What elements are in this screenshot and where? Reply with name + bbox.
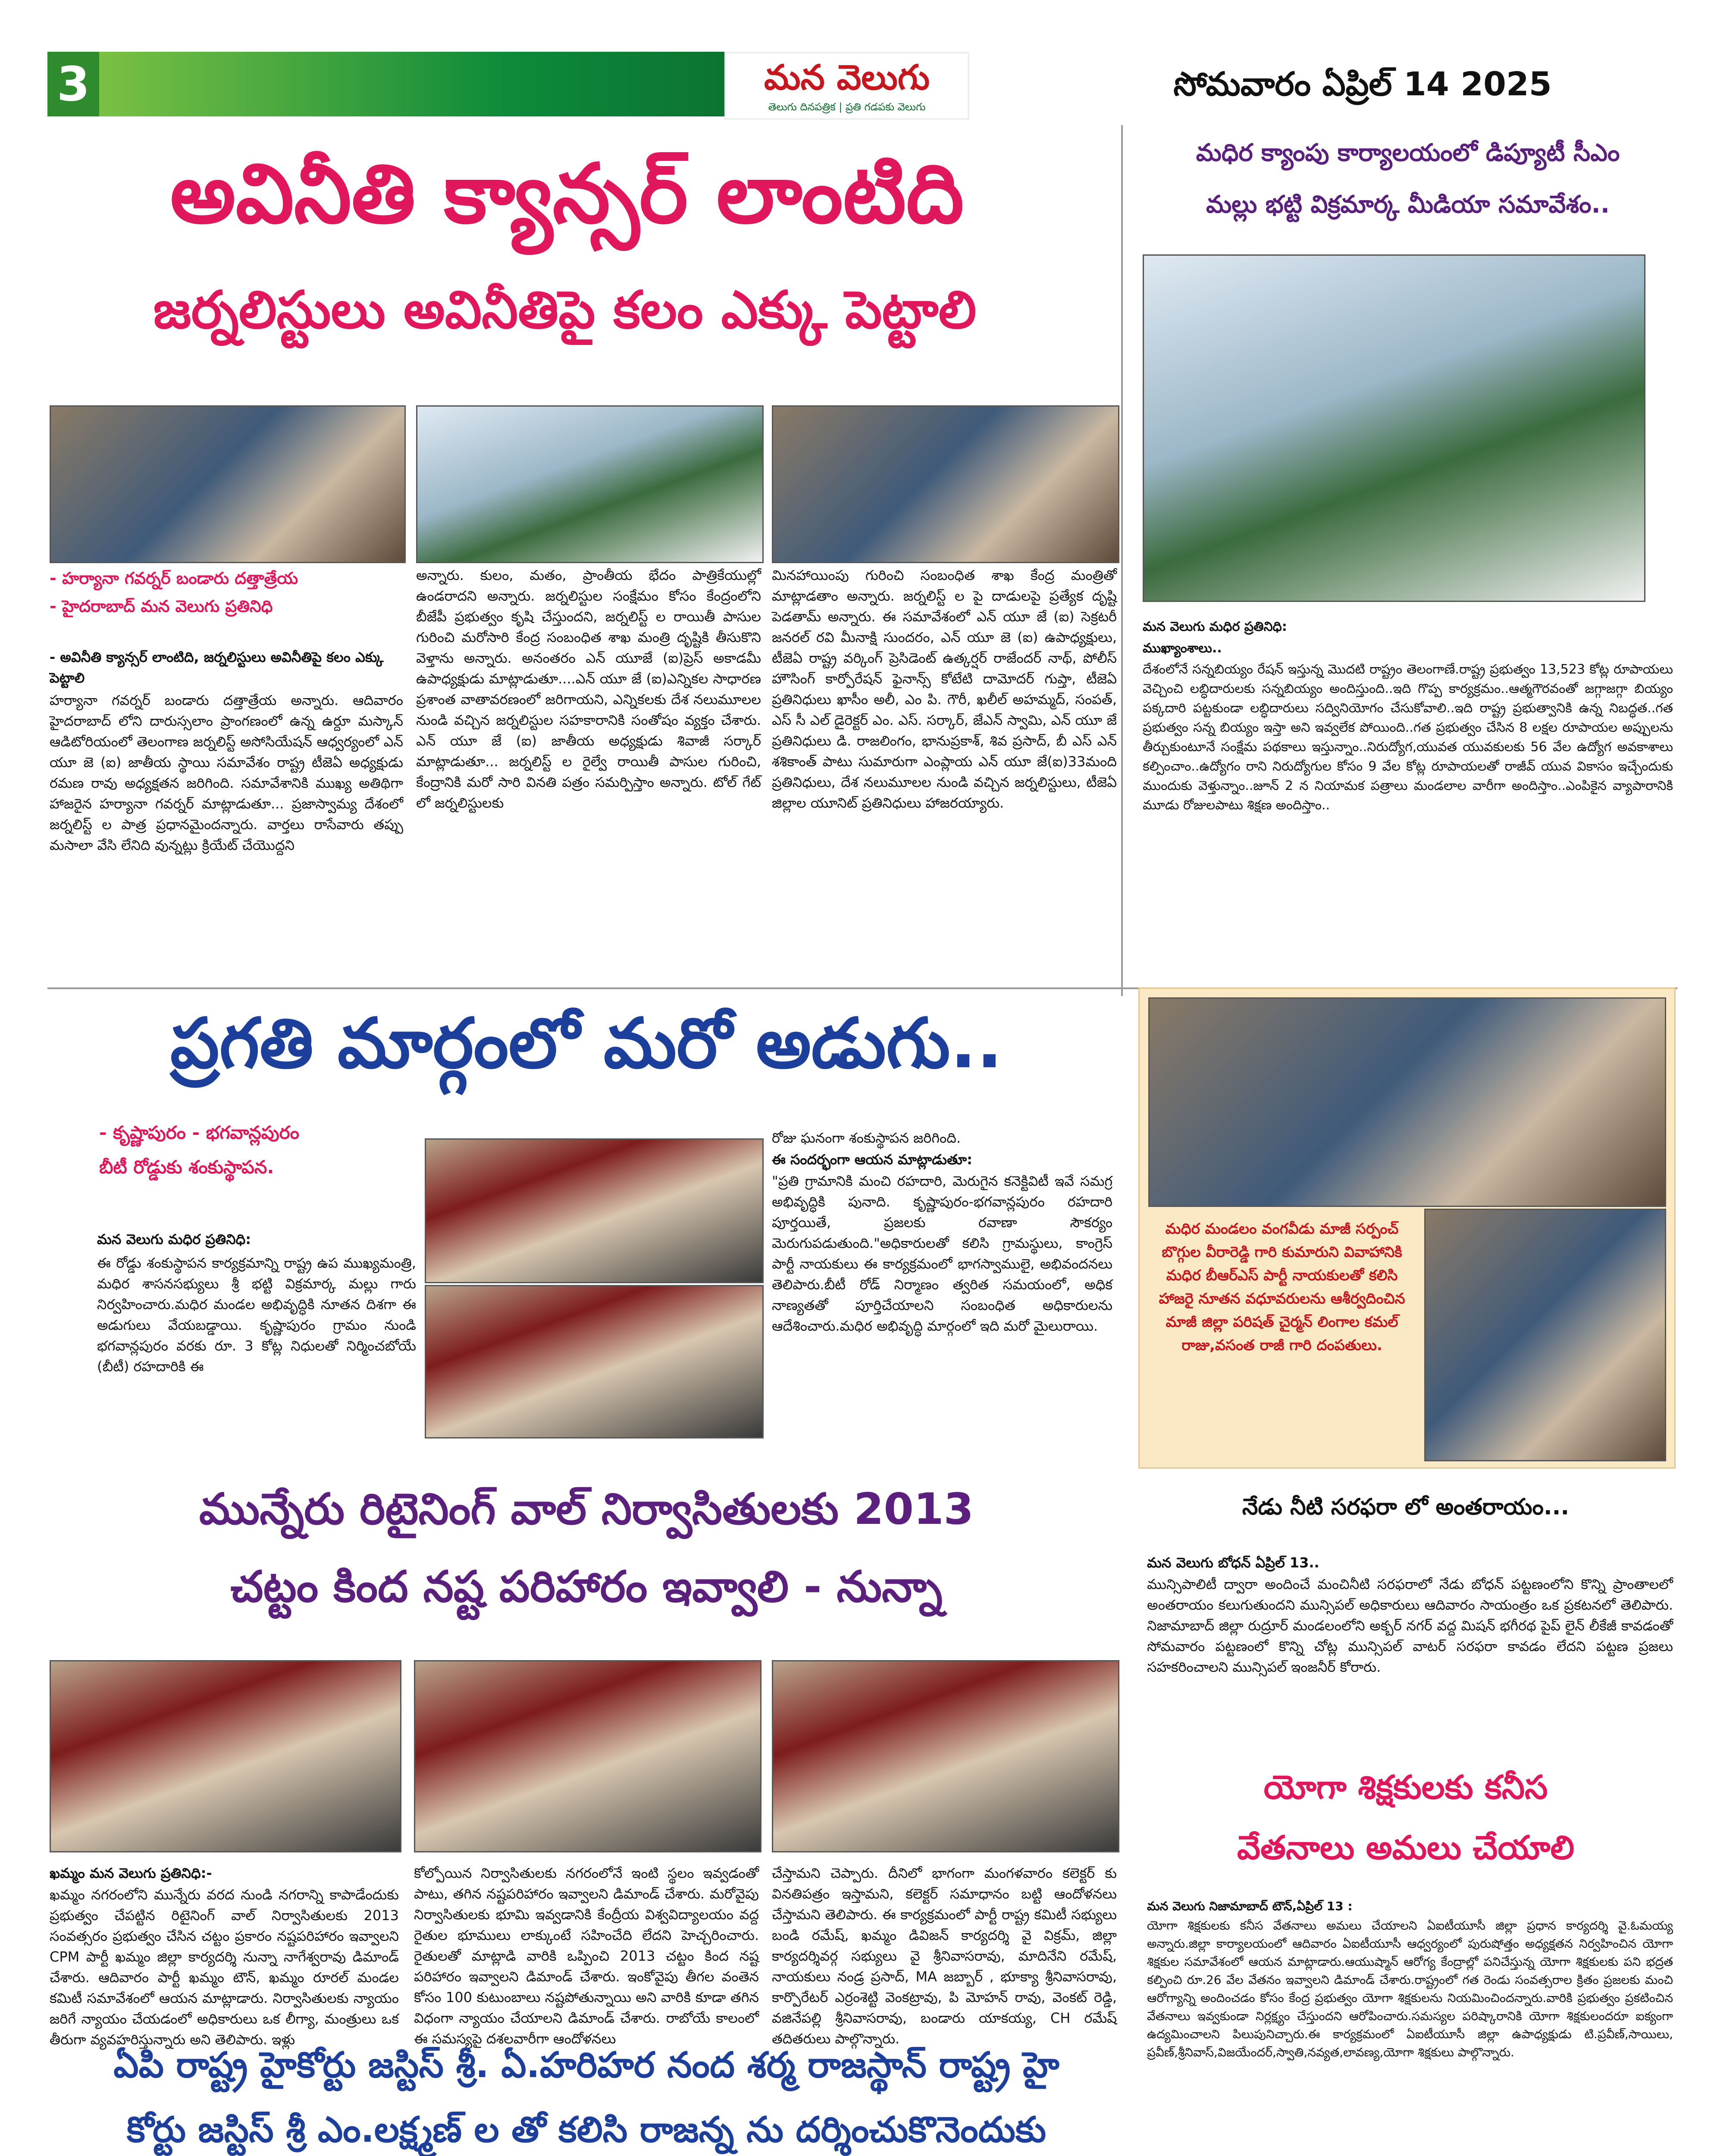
deputy-cm-photo	[1143, 254, 1645, 602]
lead-photo-2	[416, 405, 764, 563]
wedding-photo-1	[1148, 997, 1666, 1207]
progress-photo-2	[425, 1285, 764, 1438]
munneru-headline-2: చట్టం కింద నష్ట పరిహారం ఇవ్వాలి - నున్నా	[230, 1561, 943, 1612]
column-divider	[1121, 125, 1123, 996]
munneru-photo-3	[772, 1660, 1119, 1852]
munneru-column-1: ఖమ్మం నగరంలోని మున్నేరు వరద నుండి నగరాన్ని కాపాడేందుకు ప్రభుత్వం చేపట్టిన రిటైనింగ్ వాల్ నిర్వాసితులకు 2013 సంవత్సరం ప్రభుత్వం చేసిన చట్టం ప్రకారం నష్టపరిహారం ఇవ్వాలని CPM పార్టీ ఖమ్మం జిల్లా కార్యదర్శి నున్నా నాగేశ్వరావు డిమాండ్ చేశారు. ఆదివారం పార్టీ ఖమ్మం టౌన్, ఖమ్మం రూరల్ మండల కమిటీ సమావేశంలో ఆయన మాట్లాడారు. నిర్వాసితులకు న్యాయం జరిగే న్యాయం చేయడంలో అధికారులు ఒక లీగ్యా, మంత్రులు ఒక తీరుగా వ్యవహరిస్తున్నారు అని తెలిపారు. ఇళ్లు	[50, 1887, 399, 2048]
munneru-byline: ఖమ్మం మన వెలుగు ప్రతినిధి:-	[50, 1865, 212, 1881]
issue-date: సోమవారం ఏప్రిల్ 14 2025	[1173, 65, 1552, 103]
munneru-photo-2	[414, 1660, 761, 1852]
deputy-cm-byline: మన వెలుగు మధిర ప్రతినిధి:	[1143, 619, 1287, 634]
high-court-headline-1: ఏపి రాష్ట్ర హైకోర్టు జస్టిస్ శ్రీ. ఏ.హరిహర నంద శర్మ రాజస్థాన్ రాష్ట్ర హై	[113, 2045, 1059, 2086]
yoga-headline-1: యోగా శిక్షకులకు కనీస	[1263, 1768, 1548, 1806]
deputy-cm-headline-1: మధిర క్యాంపు కార్యాలయంలో డిప్యూటీ సీఎం	[1196, 139, 1620, 167]
water-headline: నేడు నీటి సరఫరా లో అంతరాయం...	[1242, 1494, 1570, 1520]
lead-subheadline: జర్నలిస్టులు అవినీతిపై కలం ఎక్కు పెట్టాలి	[153, 280, 977, 340]
lead-caption-1: - హర్యానా గవర్నర్ బండారు దత్తాత్రేయ	[50, 569, 298, 588]
progress-column-1: ఈ రోడ్డు శంకుస్థాపన కార్యక్రమాన్ని రాష్ట్ర ఉప ముఖ్యమంత్రి, మధిర శాసనసభ్యులు శ్రీ భట్టి విక్రమార్క మల్లు గారు నిర్వహించారు.మధిర మండల అభివృద్ధికి నూతన దిశగా ఈ అడుగులు వేయబడ్డాయి. కృష్ణాపురం గ్రామం నుండి భగవాన్లపురం వరకు రూ. 3 కోట్ల నిధులతో నిర్మించబోయే (బీటీ) రహదారికి ఈ	[97, 1255, 416, 1375]
masthead-tagline: తెలుగు దినపత్రిక | ప్రతి గడపకు వెలుగు	[768, 101, 926, 113]
water-byline: మన వెలుగు బోధన్ ఏప్రిల్ 13..	[1147, 1554, 1319, 1571]
progress-quote-lead: ఈ సందర్భంగా ఆయన మాట్లాడుతూ:	[772, 1151, 972, 1168]
lead-column-2: అన్నారు. కులం, మతం, ప్రాంతీయ భేదం పాత్రికేయుల్లో ఉండరాదని అన్నారు. జర్నలిస్టుల సంక్షేమం కోసం కేంద్రంలోని బీజేపీ ప్రభుత్వం కృషి చేస్తుందని, జర్నలిస్ట్ ల రాయితీ పాసుల గురించి మరోసారి కేంద్ర సంబంధిత శాఖ మంత్రి దృష్టికి తీసుకొని వెళ్తాను అన్నారు. అనంతరం ఎన్ యూజే (ఐ)ప్రెస్ అకాడమీ ఉపాధ్యక్షుడు మాట్లాడుతూ....ఎన్ యూ జే (ఐ)ఎన్నికల సాధారణ ప్రశాంత వాతావరణంలో జరిగాయని, ఎన్నికలకు దేశ నలుమూలల నుండి వచ్చిన జర్నలిస్టుల సహకారానికి సంతోషం వ్యక్తం చేశారు. ఎన్ యూ జే (ఐ) జాతీయ అధ్యక్షుడు శివాజీ సర్కార్ మాట్లాడుతూ... జర్నలిస్ట్ ల రైల్వే రాయితీ పాసుల గురించి, కేంద్రానికి మరో సారి వినతి పత్రం సమర్పిస్తాం అన్నారు. టోల్ గేట్ లో జర్నలిస్టులకు	[416, 567, 761, 811]
yoga-byline: మన వెలుగు నిజామాబాద్ టౌన్,ఏప్రిల్ 13 :	[1147, 1899, 1353, 1913]
munneru-headline-1: మున్నేరు రిటైనింగ్ వాల్ నిర్వాసితులకు 2013	[199, 1484, 974, 1534]
deputy-cm-body: దేశంలోనే సన్నబియ్యం రేషన్ ఇస్తున్న మొదటి రాష్ట్రం తెలంగాణే.రాష్ట్ర ప్రభుత్వం 13,523 కోట్ల రూపాయలు వెచ్చించి లబ్ధిదారులకు సన్నబియ్యం అందిస్తుంది..ఇది గొప్ప కార్యక్రమం..ఆత్మగౌరవంతో జగ్గాజగ్గా బియ్యం పక్కదారి పట్టకుండా లబ్ధిదారులు సద్వినియోగం చేసుకోవాలి..ఇది రాష్ట్ర ప్రభుత్వానికి ఉన్న నిబద్ధత..గత ప్రభుత్వం సన్న బియ్యం ఇస్తా అని ఇవ్వలేక పోయింది..గత ప్రభుత్వం చేసిన 8 లక్షల రూపాయల అప్పులను తీర్చుకుంటూనే సంక్షేమ పథకాలు ఇస్తున్నాం..నిరుద్యోగ,యువత యువకులకు 56 వేల ఉద్యోగ అవకాశాలు కల్పించాం..ఉద్యోగం రాని నిరుద్యోగుల కోసం 9 వేల కోట్ల రూపాయలతో రాజీవ్ యువ వికాసం ఇచ్చేందుకు ముందుకు వెళ్తున్నాం..జూన్ 2 న నియామక పత్రాలు మండలాల వారీగా అందిస్తాం..ఎంపికైన వ్యాపారానికి మూడు రోజులపాటు శిక్షణ అందిస్తాం..	[1143, 662, 1673, 813]
progress-caption-1: - కృష్ణాపురం - భగవాన్లపురం	[99, 1122, 299, 1143]
header-band	[99, 52, 780, 116]
munneru-column-3: చేస్తామని చెప్పారు. దీనిలో భాగంగా మంగళవారం కలెక్టర్ కు వినతిపత్రం ఇస్తామని, కలెక్టర్ సమాధానం బట్టి ఆందోళనలు చేస్తామని తెలిపారు. ఈ కార్యక్రమంలో పార్టీ రాష్ట్ర కమిటీ సభ్యులు బండి రమేష్, ఖమ్మం డివిజన్ కార్యదర్శి వై విక్రమ్, జిల్లా కార్యదర్శివర్గ సభ్యులు వై శ్రీనివాసరావు, మాదినేని రమేష్, నాయకులు నండ్ర ప్రసాద్, MA జబ్బార్ , భూక్యా శ్రీనివాసరావు, కార్పొరేటర్ ఎర్రంశెట్టి వెంకట్రావు, పి మోహన్ రావు, వెంకట్ రెడ్డి, వజినేపల్లి శ్రీనివాసరావు, బండారు యాకయ్య, CH రమేష్ తదితరులు పాల్గొన్నారు.	[772, 1865, 1117, 2047]
water-body: మున్సిపాలిటీ ద్వారా అందించే మంచినీటి సరఫరాలో నేడు బోధన్ పట్టణంలోని కొన్ని ప్రాంతాలలో అంతరాయం కలుగుతుందని మున్సిపల్ అధికారులు ఆదివారం సాయంత్రం ఒక ప్రకటనలో తెలిపారు. నిజామాబాద్ జిల్లా రుద్రూర్ మండలంలోని అక్బర్ నగర్ వద్ద మిషన్ భగీరథ పైప్ లైన్ లీకేజీ కావడంతో సోమవారం పట్టణంలో కొన్ని చోట్ల మున్సిపల్ వాటర్ సరఫరా కావడం లేదని పట్టణ ప్రజలు సహకరించాలని మున్సిపల్ ఇంజనీర్ కోరారు.	[1147, 1576, 1673, 1675]
yoga-body: యోగా శిక్షకులకు కనీస వేతనాలు అమలు చేయాలని ఏఐటీయూసీ జిల్లా ప్రధాన కార్యదర్శి వై.ఓమయ్య అన్నారు.జిల్లా కార్యాలయంలో ఆదివారం ఏఐటీయూసీ ఆధ్వర్యంలో పురుషోత్తం అధ్యక్షతన నిర్వహించిన యోగా శిక్షకుల సమావేశంలో ఆయన మాట్లాడారు.ఆయుష్మాన్ ఆరోగ్య కేంద్రాల్లో పనిచేస్తున్న యోగా శిక్షకులకు పని భద్రత కల్పించి రూ.26 వేల వేతనం ఇవ్వాలని డిమాండ్ చేశారు.రాష్ట్రంలో గత రెండు సంవత్సరాల క్రితం ప్రజలకు మంచి ఆరోగ్యాన్ని అందించడం కోసం కేంద్ర ప్రభుత్వం యోగా శిక్షకులను నియమించిందన్నారు.వారికి ప్రభుత్వం ప్రకటించిన వేతనాలు ఇవ్వకుండా నిర్లక్ష్యం చేస్తుందని ఆరోపించారు.సమస్యల పరిష్కారానికి యోగా శిక్షకులందరూ ఐక్యంగా ఉద్యమించాలని పిలుపునిచ్చారు.ఈ కార్యక్రమంలో ఏఐటీయూసీ జిల్లా ఉపాధ్యక్షుడు టి.ప్రవీణ్,సాయిలు, ప్రవీణ్,శ్రీనివాస్,విజయేందర్,స్వాతి,నవ్యత,లావణ్య,యోగా శిక్షకులు పాల్గొన్నారు.	[1147, 1918, 1673, 2059]
yoga-headline-2: వేతనాలు అమలు చేయాలి	[1237, 1828, 1575, 1867]
lead-photo-1	[50, 405, 406, 563]
progress-byline: మన వెలుగు మధిర ప్రతినిధి:	[97, 1231, 251, 1247]
deputy-cm-highlights: ముఖ్యాంశాలు..	[1143, 641, 1222, 656]
page-number: 3	[47, 52, 99, 116]
progress-headline: ప్రగతి మార్గంలో మరో అడుగు..	[170, 1003, 1003, 1084]
wedding-caption: మధిర మండలం వంగవీడు మాజీ సర్పంచ్ బొగ్గుల వీరారెడ్డి గారి కుమారుని వివాహానికి మధిర బీఆర్ఎస్ పార్టీ నాయకులతో కలిసి హాజరై నూతన వధూవరులను ఆశీర్వదించిన మాజీ జిల్లా పరిషత్ చైర్మన్ లింగాల కమల్ రాజు,వసంత రాజీ గారి దంపతులు.	[1159, 1220, 1405, 1354]
lead-caption-2: - హైదరాబాద్ మన వెలుగు ప్రతినిధి	[50, 597, 273, 616]
progress-caption-2: బీటీ రోడ్డుకు శంకుస్థాపన.	[99, 1156, 274, 1178]
progress-column-2-first: రోజు ఘనంగా శంకుస్థాపన జరిగింది.	[772, 1130, 961, 1146]
munneru-photo-1	[50, 1660, 401, 1852]
wedding-photo-2	[1424, 1209, 1666, 1461]
lead-photo-3	[772, 405, 1119, 563]
deputy-cm-headline-2: మల్లు భట్టి విక్రమార్క మీడియా సమావేశం..	[1206, 191, 1610, 219]
lead-column-3: మినహాయింపు గురించి సంబంధిత శాఖ కేంద్ర మంత్రితో మాట్లాడతాం అన్నారు. జర్నలిస్ట్ ల పై దాడులపై ప్రత్యేక దృష్టి పెడతామ్ అన్నారు. ఈ సమావేశంలో ఎన్ యూ జే (ఐ) సెక్రటరీ జనరల్ రవి మీనాక్షి సుందరం, ఎన్ యూ జె (ఐ) ఉపాధ్యక్షులు, టీజెఏ రాష్ట్ర వర్కింగ్ ప్రెసిడెంట్ ఉత్కర్షర్ రాజేందర్ నాథ్, పోలీస్ హౌసింగ్ కార్పోరేషన్ ఫైనాన్స్ కోటేటి దామోదర్ గుప్తా, టీజెఏ ప్రతినిధులు ఖాసీం అలీ, ఎం పి. గౌరీ, ఖలీల్ అహమ్మద్, సంపత్, ఎస్ సీ ఎల్ డైరెక్టర్ ఎం. ఎస్. సర్కార్, జేఎన్ స్వామి, ఎన్ యూ జే ప్రతినిధులు డి. రాజలింగం, భానుప్రకాశ్, శివ ప్రసాద్, బీ ఎస్ ఎన్ శశికాంత్ పాటు సుమారుగా ఎంప్లాయ ఎన్ యూ జే(ఐ)33మంది ప్రతినిధులు, దేశ నలుమూలల నుండి వచ్చిన జర్నలిస్టులు, టీజెఏ జిల్లాల యూనిట్ ప్రతినిధులు హాజరయ్యారు.	[772, 567, 1117, 811]
progress-column-2: "ప్రతి గ్రామానికి మంచి రహదారి, మెరుగైన కనెక్టివిటీ ఇవే సమగ్ర అభివృద్ధికి పునాది. కృష్ణాపురం-భగవాన్లపురం రహదారి పూర్తయితే, ప్రజలకు రవాణా సౌకర్యం మెరుగుపడుతుంది."అధికారులతో కలిసి గ్రామస్థులు, కాంగ్రెస్ పార్టీ నాయకులు ఈ కార్యక్రమంలో భాగస్వాములై, అభివందనలు తెలిపారు.బీటీ రోడ్ నిర్మాణం త్వరిత సమయంలో, అధిక నాణ్యతతో పూర్తిచేయాలని సంబంధిత అధికారులను ఆదేశించారు.మధిర అభివృద్ధి మార్గంలో ఇది మరో మైలురాయి.	[772, 1173, 1112, 1334]
lead-headline: అవినీతి క్యాన్సర్ లాంటిది	[170, 146, 964, 241]
high-court-headline-2: కోర్టు జస్టిస్ శ్రీ ఎం.లక్ష్మణ్ ల తో కలిసి రాజన్న ను దర్శించుకొనెందుకు	[126, 2109, 1047, 2150]
progress-photo-1	[425, 1138, 764, 1283]
lead-byline: - అవినీతి క్యాన్సర్ లాంటిది, జర్నలిస్టులు అవినీతిపై కలం ఎక్కు పెట్టాలి	[50, 649, 384, 686]
masthead-title: మన వెలుగు	[764, 57, 930, 97]
munneru-column-2: కోల్పోయిన నిర్వాసితులకు నగరంలోనే ఇంటి స్థలం ఇవ్వడంతో పాటు, తగిన నష్టపరిహారం ఇవ్వాలని డిమాండ్ చేశారు. మరోవైపు నిర్వాసితులకు భూమి ఇవ్వడానికి కేంద్రీయ విశ్వవిద్యాలయం వద్ద రైతుల భూములు లాక్కుంటే సహించేది లేదని హెచ్చరించారు. రైతులతో మాట్లాడి వారికి ఒప్పించి 2013 చట్టం కింద నష్ట పరిహారం ఇవ్వాలని డిమాండ్ చేశారు. ఇంకోవైపు తీగల వంతెన కోసం 100 కుటుంబాలు నష్టపోతున్నాయి అని వారికి కూడా తగిన విధంగా న్యాయం చేయాలని డిమాండ్ చేశారు. రాబోయే కాలంలో ఈ సమస్యపై దశలవారీగా ఆందోళనలు	[414, 1865, 759, 2047]
lead-column-1: హర్యానా గవర్నర్ బండారు దత్తాత్రేయ అన్నారు. ఆదివారం హైదరాబాద్ లోని దారుస్సలాం ప్రాంగణంలో ఉన్న ఉర్దూ మస్కాన్ ఆడిటోరియంలో తెలంగాణ జర్నలిస్ట్ అసోసియేషన్ ఆధ్వర్యంలో ఎన్ యూ జె (ఐ) జాతీయ స్థాయి సమావేశం రాష్ట్ర టీజెఏ అధ్యక్షుడు రమణ రావు అధ్యక్షతన జరిగింది. సమావేశానికి ముఖ్య అతిథిగా హాజరైన హర్యానా గవర్నర్ మాట్లాడుతూ... ప్రజాస్వామ్య దేశంలో జర్నలిస్ట్ ల పాత్ర ప్రధానమైందన్నారు. వార్తలు రాసేవారు తప్పు మసాలా వేసి లేనిది వున్నట్లు క్రియేట్ చేయొద్దని	[50, 692, 403, 853]
wedding-box	[1138, 987, 1676, 1469]
masthead-logo[interactable]	[724, 52, 969, 120]
